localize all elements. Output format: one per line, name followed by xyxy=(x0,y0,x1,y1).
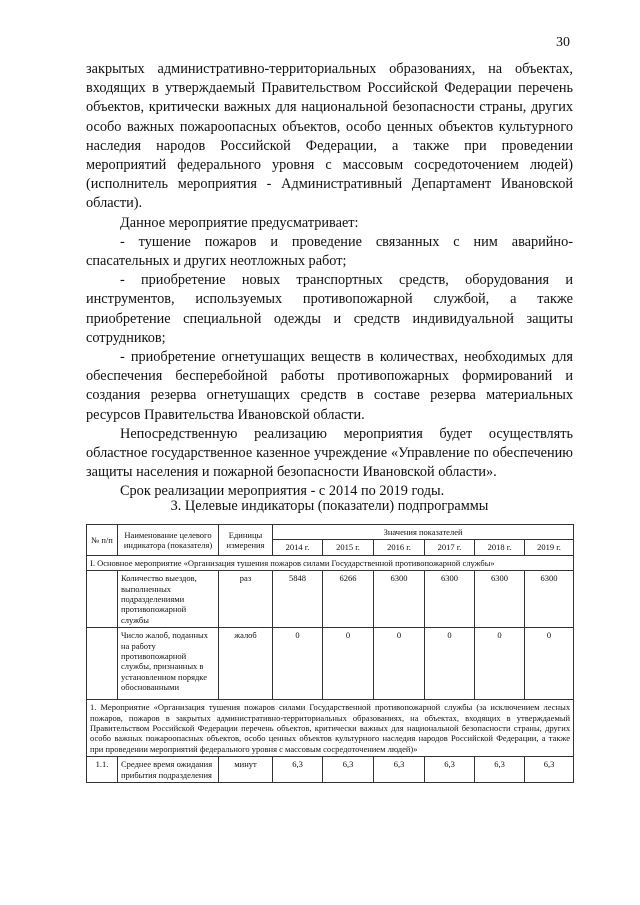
paragraph: Данное мероприятие предусматривает: xyxy=(120,214,359,231)
paragraph: Непосредственную реализацию мероприятия будет осуществлять областное государственное казенное учреждение «Управление по обеспечению защиты населения и пожарной безопасности Ивановской области». xyxy=(86,425,573,481)
cell-value: 6300 xyxy=(425,571,475,628)
header-year: 2014 г. xyxy=(273,540,323,555)
cell-unit: раз xyxy=(219,571,273,628)
cell-value: 0 xyxy=(525,628,574,700)
cell-value: 6,3 xyxy=(525,757,574,783)
header-unit: Единицы измерения xyxy=(219,525,273,556)
body-text xyxy=(86,60,573,502)
cell-value: 6,3 xyxy=(475,757,525,783)
cell-unit: минут xyxy=(219,757,273,783)
cell-name: Среднее время ожидания прибытия подразделения xyxy=(118,757,219,783)
cell-value: 6266 xyxy=(323,571,374,628)
paragraph: Срок реализации мероприятия - с 2014 по 2019 годы. xyxy=(120,483,445,500)
cell-value: 0 xyxy=(323,628,374,700)
table-row xyxy=(87,757,574,783)
header-year: 2017 г. xyxy=(425,540,475,555)
header-year: 2019 г. xyxy=(525,540,574,555)
section-row xyxy=(87,700,574,757)
cell-value: 0 xyxy=(475,628,525,700)
cell-value: 6,3 xyxy=(273,757,323,783)
cell-value: 6,3 xyxy=(374,757,425,783)
table-row xyxy=(87,571,574,628)
cell-unit: жалоб xyxy=(219,628,273,700)
header-num: № п/п xyxy=(87,525,118,556)
page-number: 30 xyxy=(556,35,570,50)
section-row-text: 1. Мероприятие «Организация тушения пожаров силами Государственной противопожарной службы (за исключением лесных пожаров, пожаров в закрытых административно-территориальных образованиях, на объектах, входящих в утверждаемый Правительством Российской Федерации перечень объектов, критически важных для национальной безопасности страны, других особо важных пожароопасных объектов, особо ценных объектов культурного наследия народов Российской Федерации, а также при проведении мероприятий федерального уровня с массовым сосредоточением людей)» xyxy=(87,700,574,757)
paragraph: закрытых административно-территориальных образованиях, на объектах, входящих в утверждаемый Правительством Российской Федерации перечень объектов, критически важных для национальной безопасности страны, других особо важных пожароопасных объектов, особо ценных объектов культурного наследия народов Российской Федерации, а также при проведении мероприятий федерального уровня с массовым сосредоточением людей) (исполнитель мероприятия - Административный Департамент Ивановской области). xyxy=(86,61,573,212)
header-year: 2018 г. xyxy=(475,540,525,555)
header-values-group: Значения показателей xyxy=(273,525,574,540)
section-row-text: I. Основное мероприятие «Организация тушения пожаров силами Государственной противопожарной службы» xyxy=(87,555,574,570)
cell-name: Число жалоб, поданных на работу противопожарной службы, признанных в установленном порядке обоснованными xyxy=(118,628,219,700)
cell-value: 0 xyxy=(374,628,425,700)
cell-value: 6,3 xyxy=(323,757,374,783)
header-year: 2015 г. xyxy=(323,540,374,555)
header-name: Наименование целевого индикатора (показателя) xyxy=(118,525,219,556)
cell-num: 1.1. xyxy=(87,757,118,783)
section-row xyxy=(87,555,574,570)
header-year: 2016 г. xyxy=(374,540,425,555)
paragraph: - тушение пожаров и проведение связанных с ним аварийно-спасательных и других неотложных работ; xyxy=(86,233,573,270)
cell-value: 0 xyxy=(273,628,323,700)
cell-num xyxy=(87,628,118,700)
paragraph: - приобретение новых транспортных средств, оборудования и инструментов, используемых противопожарной службой, а также приобретение специальной одежды и средств индивидуальной защиты сотрудников; xyxy=(86,272,573,346)
indicators-table xyxy=(86,524,574,783)
cell-value: 5848 xyxy=(273,571,323,628)
cell-name: Количество выездов, выполненных подразделениями противопожарной службы xyxy=(118,571,219,628)
paragraph: - приобретение огнетушащих веществ в количествах, необходимых для обеспечения бесперебойной работы противопожарных формирований и создания резерва огнетушащих средств в составе резерва материальных ресурсов Правительства Ивановской области. xyxy=(86,349,573,423)
cell-value: 0 xyxy=(425,628,475,700)
cell-value: 6300 xyxy=(525,571,574,628)
cell-value: 6300 xyxy=(475,571,525,628)
table-row xyxy=(87,628,574,700)
cell-value: 6,3 xyxy=(425,757,475,783)
cell-num xyxy=(87,571,118,628)
section-title: 3. Целевые индикаторы (показатели) подпрограммы xyxy=(170,498,489,514)
cell-value: 6300 xyxy=(374,571,425,628)
